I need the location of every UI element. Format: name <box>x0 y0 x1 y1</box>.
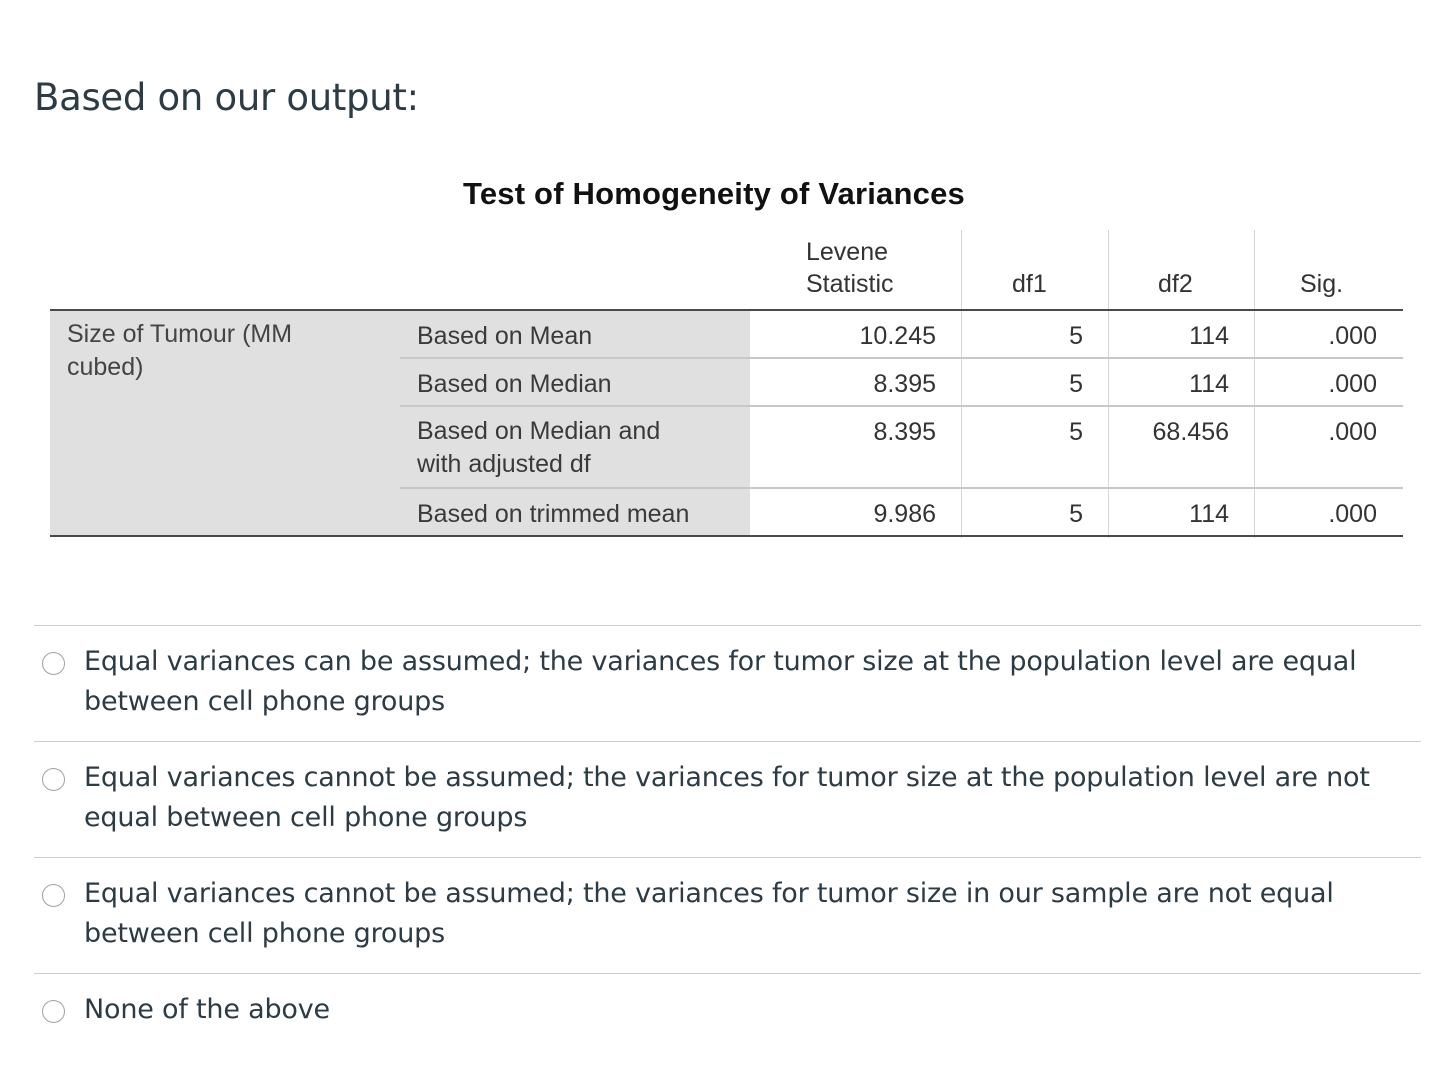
cell-df1: 5 <box>1069 418 1083 446</box>
radio-button[interactable] <box>42 1000 65 1023</box>
header-df2: df2 <box>1158 270 1193 298</box>
radio-button[interactable] <box>42 768 65 791</box>
row-label-median: Based on Median <box>417 370 612 398</box>
answer-list <box>34 625 1421 1063</box>
variable-label <box>67 318 367 384</box>
table-title: Test of Homogeneity of Variances <box>463 176 965 211</box>
variable-label-line2: cubed) <box>67 353 144 381</box>
cell-df2: 114 <box>1189 370 1229 398</box>
table-bottom-rule <box>50 535 1403 537</box>
answer-option-2[interactable] <box>34 741 1421 857</box>
row-label-trimmed-mean: Based on trimmed mean <box>417 500 690 528</box>
cell-levene: 8.395 <box>873 370 936 398</box>
cell-df1: 5 <box>1069 370 1083 398</box>
cell-sig: .000 <box>1328 500 1377 528</box>
cell-sig: .000 <box>1328 418 1377 446</box>
row-label-line1: Based on Median and <box>417 417 661 445</box>
header-df1: df1 <box>1012 270 1047 298</box>
radio-button[interactable] <box>42 884 65 907</box>
answer-option-1[interactable] <box>34 625 1421 741</box>
question-text: Based on our output: <box>34 76 419 119</box>
row-label-median-adjusted <box>417 415 737 481</box>
radio-button[interactable] <box>42 652 65 675</box>
answer-option-3[interactable] <box>34 857 1421 973</box>
header-levene-line2: Statistic <box>806 270 894 298</box>
answer-label[interactable]: None of the above <box>84 994 330 1025</box>
homogeneity-table <box>50 230 1403 538</box>
column-divider <box>961 230 962 538</box>
header-sig: Sig. <box>1300 270 1344 298</box>
answer-label[interactable]: Equal variances cannot be assumed; the variances for tumor size at the population level are not equal between cell phone groups <box>84 762 1370 833</box>
cell-df2: 114 <box>1189 322 1229 350</box>
row-label-line2: with adjusted df <box>417 450 591 478</box>
column-divider <box>1108 230 1109 538</box>
cell-sig: .000 <box>1328 322 1377 350</box>
header-levene-line1: Levene <box>806 238 889 266</box>
cell-levene: 8.395 <box>873 418 936 446</box>
cell-sig: .000 <box>1328 370 1377 398</box>
row-divider <box>400 357 1403 359</box>
column-divider <box>1254 230 1255 538</box>
answer-label[interactable]: Equal variances can be assumed; the variances for tumor size at the population level are equal between cell phone groups <box>84 646 1357 717</box>
variable-label-line1: Size of Tumour (MM <box>67 320 293 348</box>
cell-levene: 10.245 <box>859 322 936 350</box>
cell-df1: 5 <box>1069 322 1083 350</box>
answer-label[interactable]: Equal variances cannot be assumed; the variances for tumor size in our sample are not equal between cell phone groups <box>84 878 1334 949</box>
answer-option-4[interactable] <box>34 973 1421 1063</box>
row-label-mean: Based on Mean <box>417 322 593 350</box>
cell-df2: 68.456 <box>1152 418 1229 446</box>
table-top-rule <box>50 309 1403 311</box>
cell-df1: 5 <box>1069 500 1083 528</box>
row-divider <box>400 405 1403 407</box>
row-divider <box>400 487 1403 489</box>
cell-df2: 114 <box>1189 500 1229 528</box>
cell-levene: 9.986 <box>873 500 936 528</box>
